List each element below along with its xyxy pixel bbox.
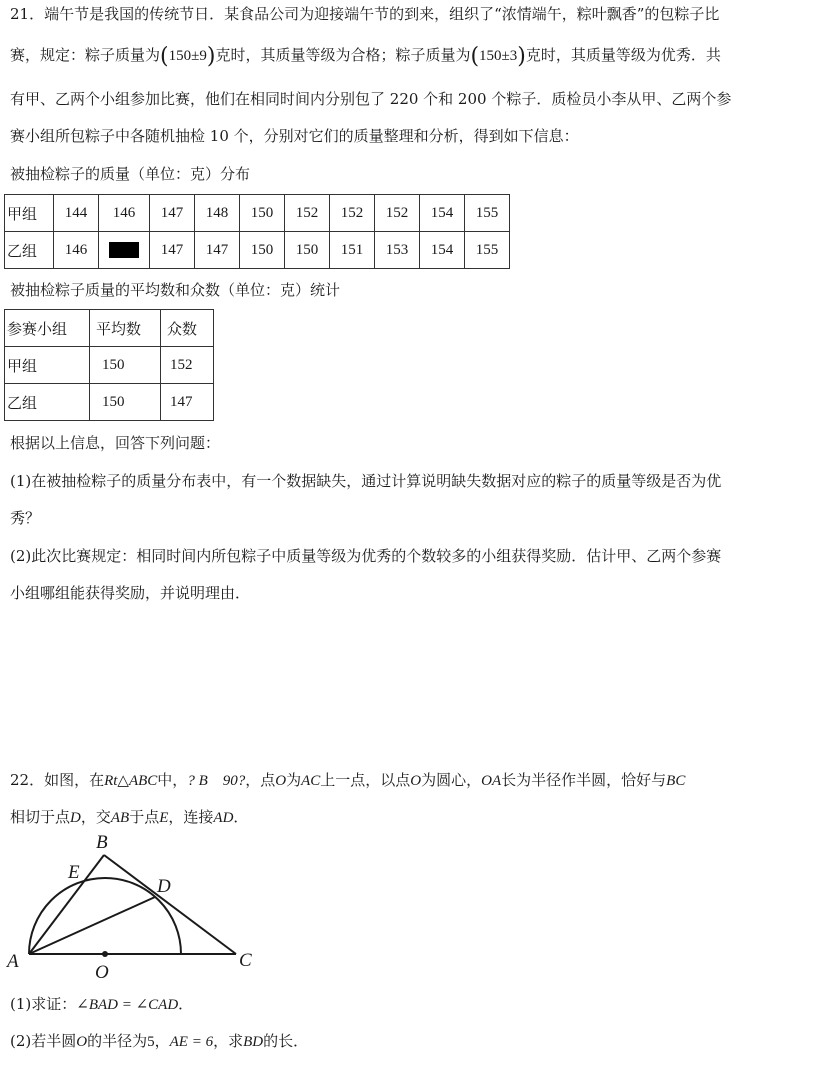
q22-text: ，连接	[168, 808, 214, 826]
redacted-value-box	[109, 242, 139, 258]
q21-part1-line1: (1)在被抽检粽子的质量分布表中，有一个数据缺失，通过计算说明缺失数据对应的粽子的质量等级是否为优	[10, 472, 722, 490]
range-qualified: 150±9	[168, 48, 207, 64]
table-cell: 155	[465, 195, 510, 232]
table-cell: 150	[240, 232, 285, 269]
q22-text: (2)若半圆	[10, 1032, 77, 1050]
q22-text: 的半径为	[87, 1032, 148, 1050]
table-cell: 144	[54, 195, 99, 232]
q22-seg-oa: OA	[481, 773, 502, 789]
table-cell: 147	[150, 232, 195, 269]
table-cell: 147	[150, 195, 195, 232]
q21-line2: 赛，规定：粽子质量为(150±9)克时，其质量等级为合格；粽子质量为(150±3)克时，其质量等级为优秀．共	[10, 44, 721, 69]
table-row	[5, 347, 214, 384]
q22-text: 于点	[129, 808, 160, 826]
q21-line2-b: 克时，其质量等级为合格；粽子质量为	[215, 46, 471, 64]
q22-ae-equation: AE = 6	[169, 1034, 214, 1050]
q21-line2-c: 克时，其质量等级为优秀．共	[525, 46, 721, 64]
table-cell: 151	[330, 232, 375, 269]
q22-point-o: O	[410, 773, 422, 789]
q22-text: ．	[178, 995, 194, 1013]
table-row	[5, 384, 214, 421]
range-excellent: 150±3	[479, 48, 518, 64]
table-cell: 152	[375, 195, 420, 232]
header-group: 参赛小组	[5, 310, 90, 347]
label-b: B	[96, 832, 108, 853]
table-cell: 147	[195, 232, 240, 269]
table1-caption: 被抽检粽子的质量（单位：克）分布	[10, 165, 251, 183]
row-label: 甲组	[5, 195, 54, 232]
mode-cell: 152	[161, 347, 214, 384]
q22-text: 上一点，以点	[320, 771, 411, 789]
q22-text: 相切于点	[10, 808, 71, 826]
q22-seg-bc: BC	[666, 773, 686, 789]
table-cell: 153	[375, 232, 420, 269]
q22-seg-ac: AC	[301, 773, 321, 789]
q22-text: ，交	[80, 808, 111, 826]
label-a: A	[7, 951, 19, 972]
q22-text: ，	[154, 1032, 170, 1050]
q22-point-d: D	[70, 810, 81, 826]
q21-part2-line2: 小组哪组能获得奖励，并说明理由．	[10, 584, 251, 602]
q22-text: (1)求证：	[10, 995, 77, 1013]
label-o: O	[95, 962, 109, 983]
group-cell: 甲组	[5, 347, 90, 384]
q22-text: 的长．	[263, 1032, 309, 1050]
label-e: E	[68, 862, 80, 883]
q22-seg-bd: BD	[243, 1034, 264, 1050]
q22-part2	[10, 1031, 308, 1052]
table-row	[5, 232, 510, 269]
q22-text: 为圆心，	[421, 771, 482, 789]
q22-angle: ? B 90?	[187, 773, 246, 789]
label-c: C	[239, 950, 252, 971]
q21-line4: 赛小组所包粽子中各随机抽检 10 个，分别对它们的质量整理和分析，得到如下信息：	[10, 127, 579, 145]
table-cell: 154	[420, 195, 465, 232]
table-cell: 146	[54, 232, 99, 269]
table-cell: 148	[195, 195, 240, 232]
table-cell: 152	[330, 195, 375, 232]
group-cell: 乙组	[5, 384, 90, 421]
center-point-o	[102, 951, 108, 957]
q22-point-e: E	[159, 810, 169, 826]
q22-radius: 5	[147, 1034, 155, 1050]
mean-mode-table	[4, 309, 214, 421]
q22-point-o: O	[275, 773, 287, 789]
table-cell: 154	[420, 232, 465, 269]
mean-cell: 150	[90, 347, 161, 384]
label-d: D	[157, 876, 171, 897]
table-header-row	[5, 310, 214, 347]
mass-distribution-table	[4, 194, 510, 269]
segment-bc	[104, 855, 236, 954]
segment-ad	[29, 897, 155, 954]
table-cell: 150	[285, 232, 330, 269]
missing-data-cell	[99, 232, 150, 269]
q21-prompt: 根据以上信息，回答下列问题：	[10, 434, 221, 452]
table-cell: 152	[285, 195, 330, 232]
q21-line3: 有甲、乙两个小组参加比赛，他们在相同时间内分别包了 220 个和 200 个粽子．质检员小李从甲、乙两个参	[10, 90, 732, 108]
q22-seg-ad: AD	[213, 810, 234, 826]
q22-part1	[10, 994, 193, 1015]
q22-angle-equation: ∠BAD = ∠CAD	[76, 997, 179, 1013]
q21-line2-a: 赛，规定：粽子质量为	[10, 46, 161, 64]
q22-line1	[10, 770, 685, 791]
header-mode: 众数	[161, 310, 214, 347]
q22-triangle: Rt△ABC	[104, 773, 158, 789]
q22-seg-ab: AB	[110, 810, 130, 826]
q22-text: ．	[233, 808, 249, 826]
q22-text: 中，	[157, 771, 188, 789]
q21-part2-line1: (2)此次比赛规定：相同时间内所包粽子中质量等级为优秀的个数较多的小组获得奖励．估计甲、乙两个参赛	[10, 547, 722, 565]
q22-line2	[10, 807, 248, 828]
table-cell: 146	[99, 195, 150, 232]
q22-text: 22．如图，在	[10, 771, 105, 789]
table-row	[5, 195, 510, 232]
mode-cell: 147	[161, 384, 214, 421]
row-label: 乙组	[5, 232, 54, 269]
q22-point-o: O	[76, 1034, 88, 1050]
q22-text: 为	[286, 771, 302, 789]
q21-line1: 21．端午节是我国的传统节日．某食品公司为迎接端午节的到来，组织了“浓情端午，粽叶飘香”的包粽子比	[10, 5, 720, 23]
geometry-figure	[0, 830, 280, 985]
q21-part1-line2: 秀？	[10, 509, 41, 527]
q22-text: ，求	[213, 1032, 244, 1050]
header-mean: 平均数	[90, 310, 161, 347]
segment-ab	[29, 855, 104, 954]
mean-cell: 150	[90, 384, 161, 421]
table-cell: 155	[465, 232, 510, 269]
table-cell: 150	[240, 195, 285, 232]
q22-text: 长为半径作半圆，恰好与	[501, 771, 667, 789]
q22-text: ，点	[245, 771, 276, 789]
table2-caption: 被抽检粽子质量的平均数和众数（单位：克）统计	[10, 281, 341, 299]
